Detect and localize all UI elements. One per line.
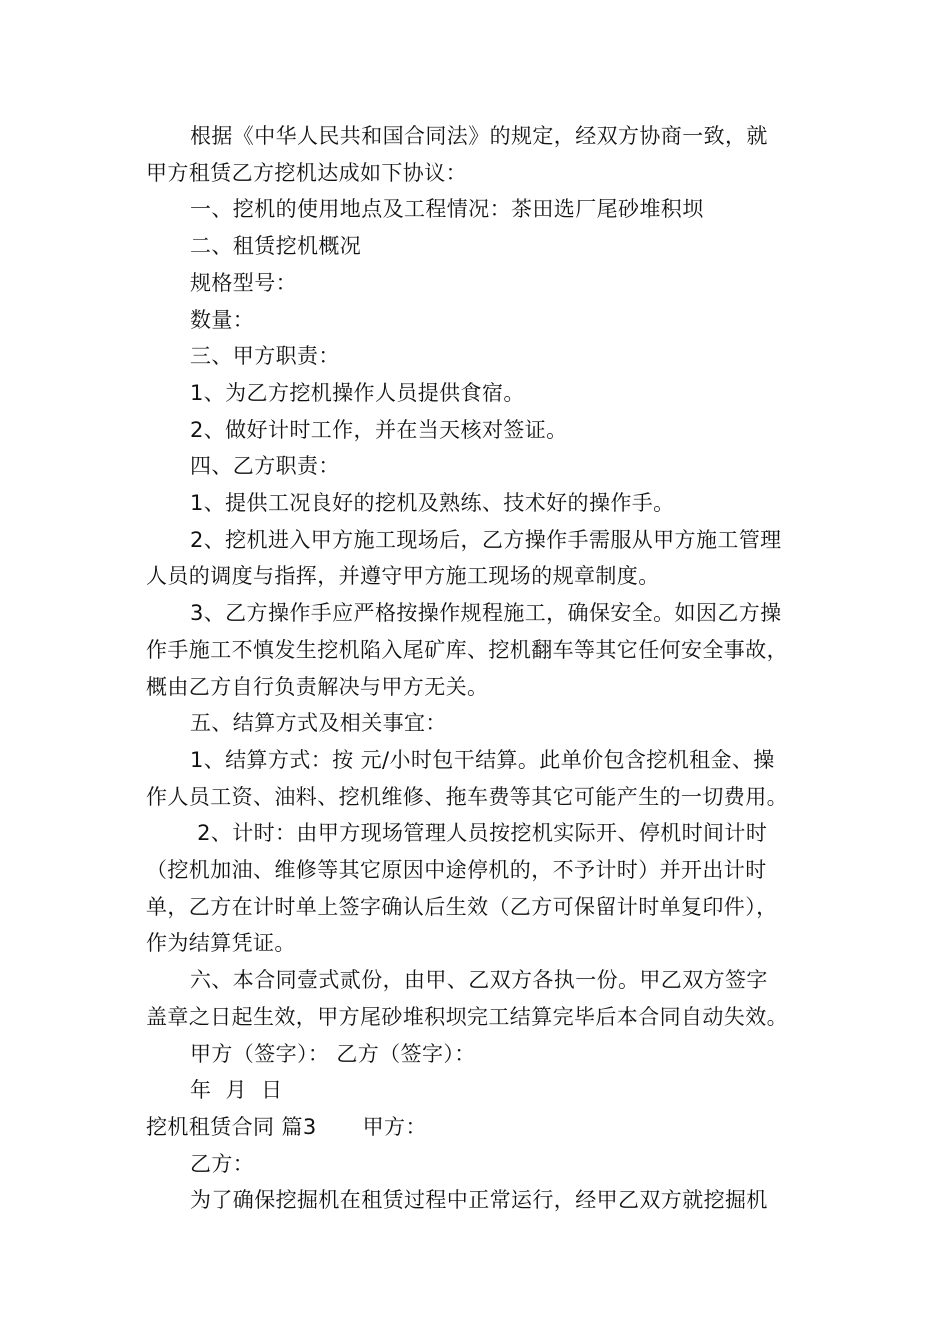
section-heading: 四、乙方职责： (190, 454, 340, 479)
party-b-label: 乙方： (190, 1151, 255, 1176)
section-heading: 五、结算方式及相关事宜： (190, 711, 447, 736)
section-heading: 一、挖机的使用地点及工程情况：茶田选厂尾砂堆积坝 (190, 197, 704, 222)
field-label: 规格型号： (190, 270, 297, 295)
clause-item: 3、乙方操作手应严格按操作规程施工，确保安全。如因乙方操 (190, 601, 782, 626)
clause-item: 1、为乙方挖机操作人员提供食宿。 (190, 380, 525, 405)
paragraph-line: 概由乙方自行负责解决与甲方无关。 (146, 674, 489, 699)
paragraph-line: 作为结算凭证。 (146, 931, 296, 956)
section-heading: 三、甲方职责： (190, 344, 340, 369)
clause-item: 2、做好计时工作，并在当天核对签证。 (190, 417, 568, 442)
paragraph-line: 作手施工不慎发生挖机陷入尾矿库、挖机翻车等其它任何安全事故， (146, 637, 788, 662)
paragraph-line: （挖机加油、维修等其它原因中途停机的，不予计时）并开出计时 (146, 858, 767, 883)
field-label: 数量： (190, 307, 255, 332)
paragraph-line: 盖章之日起生效，甲方尾砂堆积坝完工结算完毕后本合同自动失效。 (146, 1004, 788, 1029)
contract-heading-line (146, 1109, 810, 1146)
paragraph-line: 甲方租赁乙方挖机达成如下协议： (146, 160, 467, 185)
paragraph-line: 为了确保挖掘机在租赁过程中正常运行，经甲乙双方就挖掘机 (190, 1188, 768, 1213)
paragraph-line: 人员的调度与指挥，并遵守甲方施工现场的规章制度。 (146, 564, 660, 589)
clause-item: 2、计时：由甲方现场管理人员按挖机实际开、停机时间计时 (190, 821, 768, 846)
contract-title: 挖机租赁合同 篇3 (146, 1114, 317, 1139)
party-a-label: 甲方： (362, 1114, 427, 1139)
section-heading: 六、本合同壹式贰份，由甲、乙双方各执一份。甲乙双方签字 (190, 968, 768, 993)
clause-item: 1、结算方式：按 元/小时包干结算。此单价包含挖机租金、操 (190, 747, 775, 772)
contract-body (146, 118, 810, 1219)
date-line: 年 月 日 (190, 1078, 283, 1103)
paragraph-line: 单，乙方在计时单上签字确认后生效（乙方可保留计时单复印件）， (146, 894, 778, 919)
clause-item: 2、挖机进入甲方施工现场后，乙方操作手需服从甲方施工管理 (190, 527, 782, 552)
section-heading: 二、租赁挖机概况 (190, 234, 362, 259)
signature-line: 甲方（签字）： 乙方（签字）： (190, 1041, 476, 1066)
clause-item: 1、提供工况良好的挖机及熟练、技术好的操作手。 (190, 491, 675, 516)
paragraph-line: 作人员工资、油料、挖机维修、拖车费等其它可能产生的一切费用。 (146, 784, 788, 809)
paragraph-line: 根据《中华人民共和国合同法》的规定，经双方协商一致，就 (190, 124, 768, 148)
